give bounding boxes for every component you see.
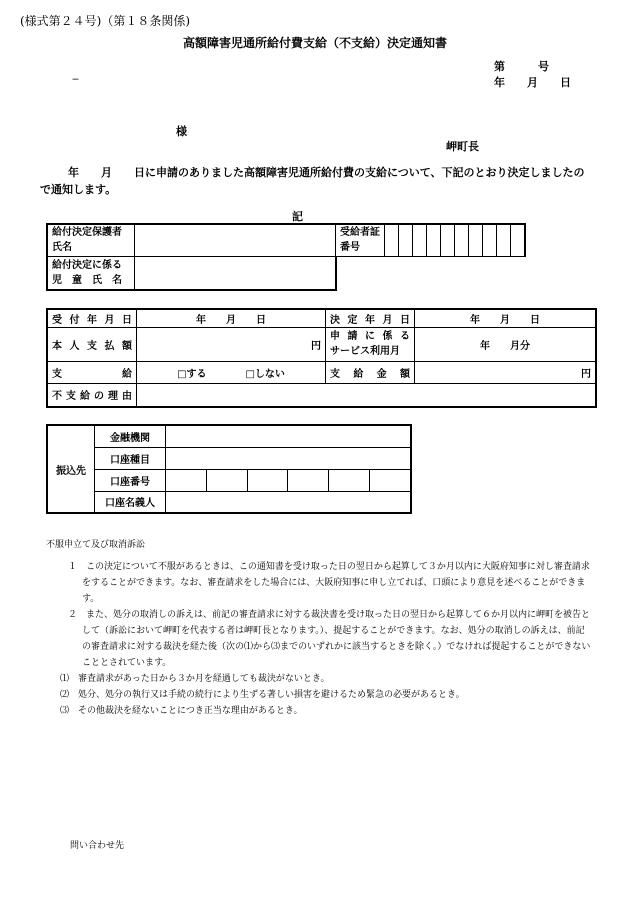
guardian-label: 給付決定保護者氏名 <box>47 224 135 256</box>
account-digit-5[interactable] <box>329 469 370 491</box>
cert-digit-10[interactable] <box>511 224 526 256</box>
supply-amount-field[interactable]: 円 <box>415 361 597 383</box>
received-date-label: 受付年月日 <box>47 309 137 327</box>
transfer-table <box>46 424 412 514</box>
supply-no-checkbox[interactable]: □しない <box>245 368 285 380</box>
cert-digit-9[interactable] <box>497 224 511 256</box>
account-number-label: 口座番号 <box>95 469 166 491</box>
bank-field[interactable] <box>166 425 412 447</box>
account-digit-2[interactable] <box>206 469 247 491</box>
note-sub-1: ⑴ 審査請求があった日から３か月を経過しても裁決がないとき。 <box>60 674 330 684</box>
note-sub-2: ⑵ 処分、処分の執行又は手続の続行により生ずる著しい損害を避けるため緊急の必要があるとき。 <box>60 690 465 700</box>
account-digit-1[interactable] <box>166 469 207 491</box>
issuer: 岬町長 <box>446 140 479 153</box>
account-digit-3[interactable] <box>247 469 288 491</box>
guardian-name-field[interactable] <box>135 224 336 256</box>
cert-digit-2[interactable] <box>399 224 413 256</box>
service-month-label-1: 申 請 に 係 る <box>330 331 410 342</box>
note-item-1: １ この決定について不服があるときは、この通知書を受け取った日の翌日から起算して３か月以内に大阪府知事に対し審査請求をすることができます。なお、審査請求をした場合には、大阪府知事に申し立てれば、口頭により意見を述べることができます。 <box>68 562 590 604</box>
notes-heading: 不服申立て及び取消訴訟 <box>46 540 146 550</box>
supply-label: 支 給 <box>47 361 137 383</box>
intro-paragraph: 年 月 日に申請のありました高額障害児通所給付費の支給について、下記のとおり決定しましたので通知します。 <box>40 166 585 196</box>
cert-digit-4[interactable] <box>427 224 441 256</box>
decision-table <box>46 308 597 408</box>
account-type-label: 口座種目 <box>95 447 166 469</box>
child-label: 給付決定に係る児 童 氏 名 <box>47 256 135 290</box>
cert-digit-5[interactable] <box>441 224 455 256</box>
address-dash: ‒ <box>72 72 79 85</box>
decision-date-label: 決定年月日 <box>326 309 415 327</box>
self-pay-field[interactable]: 円 <box>137 327 326 361</box>
cert-digit-8[interactable] <box>483 224 497 256</box>
recipient-suffix: 様 <box>176 125 187 138</box>
service-month-field[interactable]: 年 月分 <box>415 327 597 361</box>
reason-field[interactable] <box>137 383 597 407</box>
ki-marker: 記 <box>292 210 303 223</box>
account-name-field[interactable] <box>166 491 412 513</box>
child-name-field[interactable] <box>135 256 336 290</box>
account-digit-6[interactable] <box>370 469 411 491</box>
contact-label: 問い合わせ先 <box>70 841 125 851</box>
service-month-label-2: サービス利用月 <box>330 346 400 357</box>
bank-label: 金融機関 <box>95 425 166 447</box>
decision-date-field[interactable]: 年 月 日 <box>415 309 597 327</box>
note-item-2: ２ また、処分の取消しの訴えは、前記の審査請求に対する裁決書を受け取った日の翌日から起算して６か月以内に岬町を被告として（訴訟において岬町を代表する者は岬町長となります。）、提起することができます。なお、処分の取消しの訴えは、前記の審査請求に対する裁決を経た後（次の⑴から⑶までのいずれかに該当するときを除く。）でなければ提起することができないこととされています。 <box>68 610 591 668</box>
cert-digit-1[interactable] <box>385 224 399 256</box>
note-sub-3: ⑶ その他裁決を経ないことにつき正当な理由があるとき。 <box>60 706 303 716</box>
supply-amount-label: 支 給 金 額 <box>326 361 415 383</box>
transfer-label: 振込先 <box>47 425 95 513</box>
supply-yes-checkbox[interactable]: □する <box>177 368 207 380</box>
document-number: 第 号 <box>494 60 549 73</box>
form-id: (様式第２４号)（第１８条関係) <box>20 14 191 28</box>
account-digit-4[interactable] <box>288 469 329 491</box>
cert-label: 受給者証番号 <box>336 224 385 256</box>
self-pay-label: 本人支払額 <box>47 327 137 361</box>
document-date: 年 月 日 <box>494 76 571 89</box>
document-title: 高額障害児通所給付費支給（不支給）決定通知書 <box>182 36 447 50</box>
cert-digit-7[interactable] <box>469 224 483 256</box>
account-type-field[interactable] <box>166 447 412 469</box>
cert-digit-6[interactable] <box>455 224 469 256</box>
reason-label: 不支給の理由 <box>47 383 137 407</box>
cert-digit-3[interactable] <box>413 224 427 256</box>
recipient-table <box>46 223 526 291</box>
account-name-label: 口座名義人 <box>95 491 166 513</box>
received-date-field[interactable]: 年 月 日 <box>137 309 326 327</box>
notes-section <box>46 537 591 719</box>
